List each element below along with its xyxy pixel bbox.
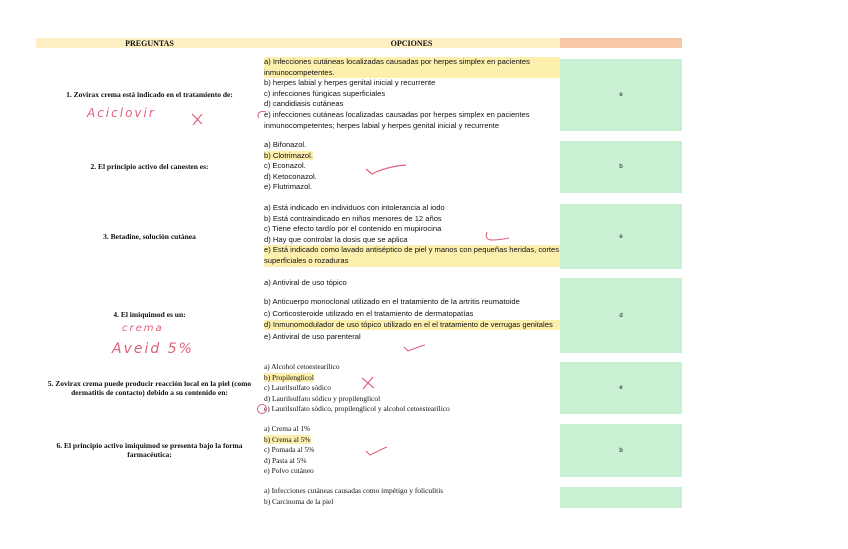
question-5-text: 5. Zovirax crema puede producir reacción local en la piel (como dermatitis de contacto) debido a su contenido en:	[47, 379, 252, 397]
question-4-options	[264, 278, 560, 343]
option-2c: c) Econazol.	[264, 161, 306, 171]
option-1c: c) infecciones fúngicas superficiales	[264, 88, 386, 98]
handwritten-note-aveid: Aveid 5%	[112, 341, 194, 357]
option-6c: c) Pomada al 5%	[264, 445, 315, 455]
option-5d: d) Laurilsulfato sódico y propilenglicol	[264, 393, 381, 403]
option-5a: a) Alcohol cetoestearílico	[264, 362, 340, 371]
option-6b: b) Crema al 5%	[264, 434, 311, 444]
option-3d: d) Hay que controlar la dosis que se aplica	[264, 234, 408, 244]
option-4a: a) Antiviral de uso tópico	[264, 278, 347, 287]
option-6a: a) Crema al 1%	[264, 424, 311, 433]
option-2e: e) Flutrimazol.	[264, 182, 313, 192]
answer-3[interactable]: e	[560, 204, 682, 269]
circle-mark-icon	[256, 110, 268, 120]
option-4c: c) Corticosteroide utilizado en el tratamiento de dermatopatías	[264, 309, 474, 319]
header-answer-column	[560, 38, 682, 48]
option-2b: b) Clotrimazol.	[264, 150, 313, 160]
answer-6[interactable]: b	[560, 424, 682, 477]
question-1-text: 1. Zovirax crema está indicado en el tratamiento de:	[66, 90, 233, 99]
check-mark-icon	[364, 164, 408, 176]
question-6-text: 6. El principio activo imiquimod se presenta bajo la forma farmacéutica:	[56, 441, 243, 459]
option-4e: e) Antiviral de uso parenteral	[264, 332, 361, 342]
question-7-options	[264, 486, 560, 507]
option-3a: a) Está indicado en individuos con intolerancia al iodo	[264, 203, 445, 212]
option-1a: a) Infecciones cutáneas localizadas causadas por herpes simplex en pacientes inmunocompetentes.	[264, 57, 560, 78]
option-5e: e) Laurilsulfato sódico, propilenglicol y alcohol cetoestearílico	[264, 404, 450, 414]
cross-mark-icon	[360, 376, 376, 390]
question-4-text: 4. El imiquimod es un:	[113, 310, 186, 319]
option-7a: a) Infecciones cutáneas causadas como impétigo y foliculitis	[264, 486, 444, 495]
option-1e: e) infecciones cutáneas localizadas causadas por herpes simplex en pacientes inmunocompetentes; herpes labial y herpes genital inicial y recurrente	[264, 109, 530, 130]
cross-mark-icon	[190, 112, 204, 126]
option-5b: b) Propilenglicol	[264, 372, 314, 382]
option-1d: d) candidiasis cutáneas	[264, 99, 344, 109]
question-3-options	[264, 203, 560, 267]
option-3c: c) Tiene efecto tardío por el contenido en mupirocina	[264, 224, 442, 234]
question-5-options	[264, 362, 560, 415]
option-6e: e) Polvo cutáneo	[264, 466, 314, 476]
check-mark-icon	[484, 231, 510, 243]
question-2-text: 2. El principio activo del canesten es:	[90, 162, 209, 171]
option-5c: c) Laurilsulfato sódico	[264, 383, 331, 393]
question-2-options	[264, 140, 560, 193]
question-1-options	[264, 57, 560, 131]
question-3-text: 3. Betadine, solución cutánea	[103, 232, 196, 241]
answer-7[interactable]	[560, 487, 682, 508]
option-3b: b) Está contraindicado en niños menores de 12 años	[264, 213, 442, 223]
answer-4[interactable]: d	[560, 278, 682, 353]
option-7b: b) Carcinoma de la piel	[264, 496, 334, 506]
handwritten-note-aciclovir: Aciclovir	[87, 106, 156, 120]
option-6d: d) Pasta al 5%	[264, 455, 307, 465]
header-preguntas: PREGUNTAS	[36, 38, 263, 48]
option-2a: a) Bifonazol.	[264, 140, 307, 149]
circle-mark-icon	[256, 403, 268, 415]
option-4d: d) Inmunomodulador de uso tópico utilizado en el el tratamiento de verrugas genitales	[264, 320, 560, 331]
handwritten-note-crema: crema	[122, 323, 164, 334]
option-2d: d) Ketoconazol.	[264, 171, 317, 181]
option-1b: b) herpes labial y herpes genital inicial y recurrente	[264, 78, 436, 88]
check-mark-icon	[364, 445, 388, 457]
check-mark-icon	[402, 343, 426, 353]
answer-2[interactable]: b	[560, 141, 682, 193]
answer-1[interactable]: e	[560, 59, 682, 131]
answer-5[interactable]: e	[560, 362, 682, 414]
option-3e: e) Está indicado como lavado antiséptico de piel y manos con pequeñas heridas, cortes superficiales o rozaduras	[264, 245, 560, 265]
header-opciones: OPCIONES	[263, 38, 560, 48]
question-6-options	[264, 424, 560, 477]
option-4b: b) Anticuerpo monoclonal utilizado en el tratamiento de la artritis reumatoide	[264, 296, 520, 306]
